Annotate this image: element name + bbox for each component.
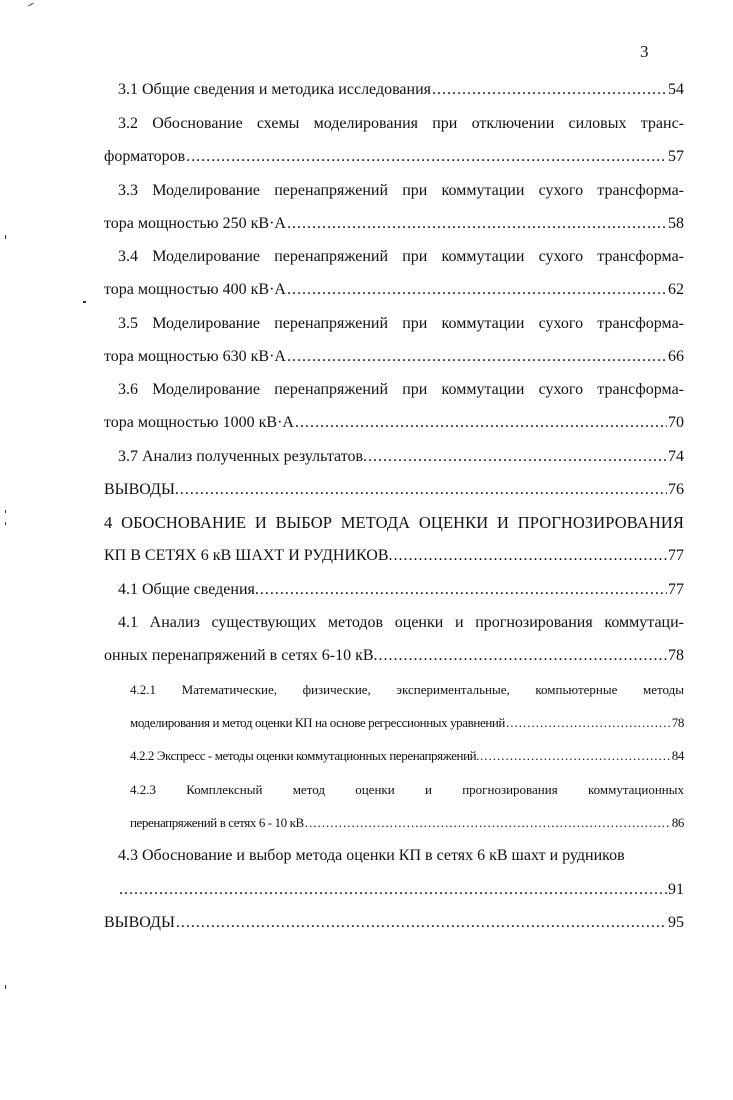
toc-entry-page: 95 — [668, 914, 684, 931]
toc-entry-page: 54 — [668, 81, 684, 98]
toc-entry-page: 76 — [668, 481, 684, 498]
dot-leader — [506, 713, 671, 733]
toc-entry-3-4-line1[interactable]: 3.4 Моделирование перенапряжений при коммутации сухого трансформа- — [118, 248, 684, 265]
dot-leader — [119, 880, 667, 900]
toc-entry-title: ВЫВОДЫ — [104, 914, 175, 931]
toc-chapter-4[interactable] — [104, 546, 684, 566]
toc-entry-conclusions-1[interactable] — [104, 480, 684, 500]
toc-entry-3-7[interactable] — [118, 447, 684, 467]
toc-entry-3-3[interactable] — [104, 214, 684, 234]
toc-entry-3-2[interactable] — [104, 147, 684, 167]
toc-entry-page: 78 — [668, 647, 684, 664]
toc-entry-4-1-analysis-line1[interactable]: 4.1 Анализ существующих методов оценки и прогнозирования коммутаци- — [118, 614, 684, 631]
dot-leader — [368, 447, 667, 467]
toc-entry-3-6-line1[interactable]: 3.6 Моделирование перенапряжений при коммутации сухого трансформа- — [118, 381, 684, 398]
toc-entry-page: 57 — [668, 148, 684, 165]
dot-leader — [394, 546, 668, 566]
toc-entry-title: 3.1 Общие сведения и методика исследования — [118, 81, 432, 98]
toc-entry-title: КП В СЕТЯХ 6 кВ ШАХТ И РУДНИКОВ. — [104, 547, 393, 564]
dot-leader — [287, 280, 667, 300]
toc-entry-title: моделирования и метод оценки КП на основе регрессионных уравнений — [130, 715, 505, 730]
dot-leader — [295, 413, 667, 433]
scan-speck — [83, 301, 86, 303]
toc-entry-title: тора мощностью 250 кВ·А — [104, 215, 286, 232]
dot-leader — [287, 214, 667, 234]
toc-entry-3-5[interactable] — [104, 347, 684, 367]
toc-entry-title: 3.7 Анализ полученных результатов. — [118, 448, 368, 465]
toc-entry-page: 84 — [671, 748, 684, 763]
toc-entry-4-2-1[interactable] — [130, 713, 684, 733]
toc-entry-title: тора мощностью 1000 кВ·А — [104, 414, 294, 431]
dot-leader — [287, 347, 667, 367]
scan-speck — [5, 985, 6, 989]
toc-entry-4-2-3[interactable] — [130, 813, 684, 833]
toc-entry-title: форматоров — [104, 148, 186, 165]
toc-entry-page: 74 — [668, 448, 684, 465]
toc-entry-3-6[interactable] — [104, 413, 684, 433]
toc-entry-title: онных перенапряжений в сетях 6-10 кВ. — [104, 647, 378, 664]
toc-entry-4-3-line1[interactable]: 4.3 Обоснование и выбор метода оценки КП в сетях 6 кВ шахт и рудников — [118, 847, 625, 864]
page-number: 3 — [640, 42, 649, 61]
dot-leader — [186, 147, 667, 167]
dot-leader — [260, 580, 667, 600]
toc-entry-title: перенапряжений в сетях 6 - 10 кВ — [130, 815, 304, 830]
toc-entry-page: 78 — [671, 715, 684, 730]
toc-entry-page: 62 — [668, 281, 684, 298]
toc-entry-3-2-line1[interactable]: 3.2 Обоснование схемы моделирования при отключении силовых транс- — [118, 115, 684, 132]
toc-entry-3-4[interactable] — [104, 280, 684, 300]
dot-leader — [379, 646, 667, 666]
toc-entry-3-5-line1[interactable]: 3.5 Моделирование перенапряжений при коммутации сухого трансформа- — [118, 315, 684, 332]
toc-entry-title: ВЫВОДЫ. — [104, 481, 179, 498]
scan-speck — [5, 510, 6, 513]
toc-entry-page: 70 — [668, 414, 684, 431]
toc-entry-page: 77 — [668, 581, 684, 598]
toc-entry-page: 77 — [668, 547, 684, 564]
toc-entry-title: 4.2.2 Экспресс - методы оценки коммутационных перенапряжений. — [130, 748, 480, 763]
toc-entry-3-1[interactable] — [118, 80, 684, 100]
toc-chapter-4-line1[interactable]: 4 ОБОСНОВАНИЕ И ВЫБОР МЕТОДА ОЦЕНКИ И ПРОГНОЗИРОВАНИЯ — [104, 513, 684, 532]
toc-entry-page: 86 — [671, 815, 684, 830]
dot-leader — [180, 480, 667, 500]
dot-leader — [432, 80, 667, 100]
toc-entry-page: 66 — [668, 348, 684, 365]
dot-leader — [176, 913, 667, 933]
toc-entry-title: тора мощностью 400 кВ·А — [104, 281, 286, 298]
toc-entry-4-2-1-line1[interactable]: 4.2.1 Математические, физические, экспериментальные, компьютерные методы — [130, 682, 684, 697]
toc-entry-title: тора мощностью 630 кВ·А — [104, 348, 286, 365]
toc-entry-4-1-general[interactable] — [118, 580, 684, 600]
scan-speck — [5, 522, 6, 525]
toc-entry-title: 4.1 Общие сведения. — [118, 581, 259, 598]
toc-entry-conclusions-2[interactable] — [104, 913, 684, 933]
toc-entry-3-3-line1[interactable]: 3.3 Моделирование перенапряжений при коммутации сухого трансформа- — [118, 182, 684, 199]
toc-entry-page: 91 — [668, 881, 684, 898]
toc-entry-4-2-3-line1[interactable]: 4.2.3 Комплексный метод оценки и прогнозирования коммутационных — [130, 782, 684, 797]
dot-leader — [480, 746, 671, 766]
toc-entry-4-2-2[interactable] — [130, 746, 684, 766]
toc-entry-4-3[interactable] — [118, 880, 684, 900]
scan-speck — [5, 235, 6, 239]
toc-entry-4-1-analysis[interactable] — [104, 646, 684, 666]
dot-leader — [305, 813, 671, 833]
toc-entry-page: 58 — [668, 215, 684, 232]
